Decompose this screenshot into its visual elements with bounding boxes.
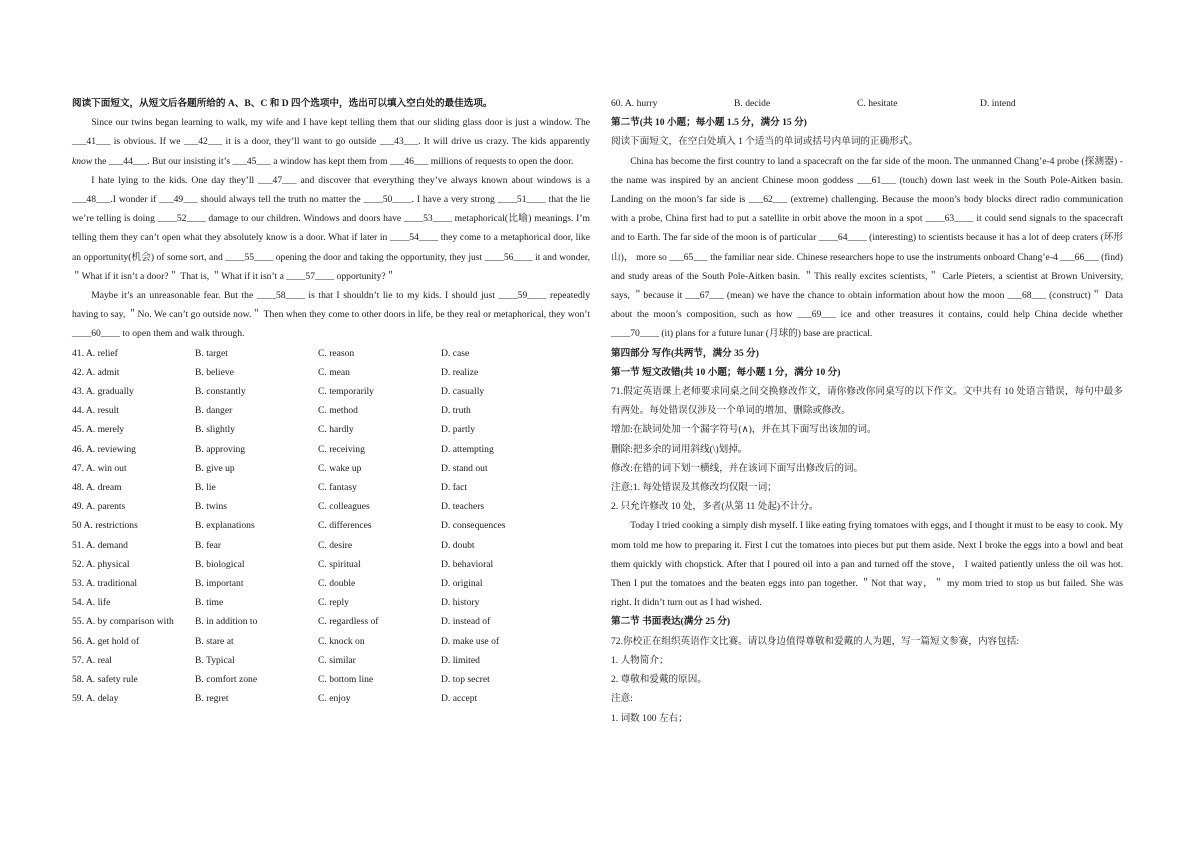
error-correction-essay: Today I tried cooking a simply dish myself. I like eating frying tomatoes with eggs, and I thought it must to be easy to cook. My mom told me how to preparing it. First I cut the tomatoes into pieces but put them aside. Next I broke the eggs into a bowl and beat them quickly with chopstick. After that I poured oil into a pan and turned off the stove， I waited patiently unless the oil was hot. Then I put the tomatoes and the beaten eggs into pan together. ＂Not that way，＂ my mom tried to stop us but failed. She was right. It didn’t turn out as I had wished. (611, 520, 1123, 609)
option-choice: C. reason (318, 347, 355, 359)
option-choice: 46. A. reviewing (72, 443, 136, 455)
option-choice: D. history (441, 597, 480, 609)
option-choice: C. mean (318, 366, 350, 378)
option-row (72, 516, 590, 535)
option-choice: D. instead of (441, 616, 491, 628)
grammar-fill-passage: China has become the first country to land a spacecraft on the far side of the moon. The unmanned Chang’e-4 probe (探测器) - the name was inspired by an ancient Chinese moon goddess ___61___ (touch) down last week in the South Pole-Aitken basin. Landing on the moon’s far side is ___62___ (extreme) challenging. Because the moon’s body blocks direct radio communication with a probe, China first had to put a satellite in orbit above the moon in a spot ____63____ it could send signals to the spacecraft and to Earth. The far side of the moon is of particular ____64____ (interesting) to scientists because it has a lot of deep craters (环形山)， more so ___65___ the familiar near side. Chinese researchers hope to use the instruments onboard Chang’e-4 ___66___ (find) and study areas of the South Pole-Aitken basin. ＂This really excites scientists,＂ Carle Pieters, a scientist at Brown University, says, ＂because it ___67___ (mean) we have the chance to obtain information about how the moon ___68___ (construct)＂ Data about the moon’s composition, such as how ___69___ ice and other treasures it contains, could help China decide whether ____70____ (it) plans for a future lunar (月球的) base are practical. (611, 155, 1123, 340)
option-choice: 55. A. by comparison with (72, 616, 174, 628)
option-choice: B. Typical (195, 654, 235, 666)
option-row (72, 555, 590, 574)
option-choice: D. limited (441, 654, 480, 666)
note-label: 注意: (611, 693, 633, 705)
option-choice: B. stare at (195, 635, 234, 647)
option-choice: 59. A. delay (72, 693, 119, 705)
option-choice: C. method (318, 405, 358, 417)
option-choice: B. regret (195, 693, 229, 705)
content-item-2: 2. 尊敬和爱戴的原因。 (611, 674, 707, 686)
option-row (72, 459, 590, 478)
option-choice: C. receiving (318, 443, 365, 455)
option-choice: D. casually (441, 386, 485, 398)
option-choice: C. bottom line (318, 674, 374, 686)
option-choice: C. spiritual (318, 558, 361, 570)
option-choice: D. realize (441, 366, 479, 378)
option-choice: B. twins (195, 501, 227, 513)
option-choice: 45. A. merely (72, 424, 125, 436)
delete-rule: 删除:把多余的词用斜线(\)划掉。 (611, 443, 748, 455)
part-4-section-2-title: 第二节 书面表达(满分 25 分) (611, 616, 731, 628)
option-choice: 44. A. result (72, 405, 119, 417)
option-choice: D. doubt (441, 539, 475, 551)
option-choice: 54. A. life (72, 597, 111, 609)
q72-instruction: 72.你校正在组织英语作文比赛。请以身边值得尊敬和爱戴的人为题，写一篇短文参赛，内容包括: (611, 635, 1020, 647)
option-choice: C. reply (318, 597, 349, 609)
option-choice: C. fantasy (318, 482, 357, 494)
option-row (72, 593, 590, 612)
option-choice: 56. A. get hold of (72, 635, 140, 647)
word-count-requirement: 1. 词数 100 左右； (611, 712, 688, 724)
option-choice: C. enjoy (318, 693, 351, 705)
option-choice: D. stand out (441, 462, 488, 474)
option-choice: B. fear (195, 539, 222, 551)
option-choice: 47. A. win out (72, 462, 127, 474)
option-row (72, 632, 590, 651)
option-choice: B. comfort zone (195, 674, 258, 686)
option-row (72, 440, 590, 459)
option-choice: D. make use of (441, 635, 500, 647)
cloze-paragraph-2: I hate lying to the kids. One day they’ll ___47___ and discover that everything they’ve always known about windows is a ___48___.I wonder if ___49___ should always tell the truth no matter the ____50____. I have a very strong ____51____ that the lie we’re telling is doing ____52____ damage to our children. Windows and doors have ____53____ metaphorical(比喻) meanings. I’m telling them they can’t open what they absolutely know is a door. What if later in ____54____ they come to a metaphorical door, like an opportunity(机会) of some sort, and ____55____ opening the door and taking the opportunity, they just ____56____ it and wonder, ＂What if it isn’t a door?＂ That is, ＂What if it isn’t a ____57____ opportunity?＂ (72, 174, 590, 282)
option-row (72, 651, 590, 670)
option-choice: D. partly (441, 424, 476, 436)
option-row (72, 478, 590, 497)
option-choice: C. regardless of (318, 616, 379, 628)
option-choice: B. lie (195, 482, 216, 494)
part-4-section-1-title: 第一节 短文改错(共 10 小题；每小题 1 分，满分 10 分) (611, 366, 841, 378)
option-choice: 53. A. traditional (72, 578, 138, 590)
note-2: 2. 只允许修改 10 处，多者(从第 11 处起)不计分。 (611, 501, 819, 513)
option-choice: B. in addition to (195, 616, 258, 628)
option-choice: 49. A. parents (72, 501, 126, 513)
add-rule: 增加:在缺词处加一个漏字符号(∧)，并在其下面写出该加的词。 (611, 424, 877, 436)
option-row (72, 420, 590, 439)
option-choice: 50 A. restrictions (72, 520, 138, 532)
option-choice: B. explanations (195, 520, 255, 532)
option-choice: D. behavioral (441, 558, 494, 570)
section-2-instruction: 阅读下面短文，在空白处填入 1 个适当的单词或括号内单词的正确形式。 (611, 136, 918, 148)
cloze-paragraph-3: Maybe it’s an unreasonable fear. But the ____58____ is that I shouldn’t lie to my kids. I should just ____59____ repeatedly having to say, ＂No. We can’t go outside now.＂ Then when they come to other doors in life, be they real or metaphorical, they won’t ____60____ to open them and walk through. (72, 290, 590, 340)
option-choice: 41. A. relief (72, 347, 118, 359)
modify-rule: 修改:在错的词下划一横线，并在该词下面写出修改后的词。 (611, 462, 864, 474)
option-choice: B. danger (195, 405, 233, 417)
option-choice: C. wake up (318, 462, 362, 474)
option-choice: C. double (318, 578, 356, 590)
option-choice: D. truth (441, 405, 471, 417)
q71-instruction: 71.假定英语课上老师要求同桌之间交换修改作文，请你修改你同桌写的以下作文。文中共有 10 处语言错误，每句中最多有两处。每处错误仅涉及一个单词的增加、删除或修改。 (611, 386, 1123, 417)
option-choice: 48. A. dream (72, 482, 122, 494)
cloze-instruction: 阅读下面短文，从短文后各题所给的 A、B、C 和 D 四个选项中，选出可以填入空白处的最佳选项。 (72, 98, 493, 109)
option-row-60: 60. A. hurry B. decide C. hesitate D. intend (611, 98, 1016, 109)
option-choice: B. biological (195, 558, 245, 570)
option-choice: B. time (195, 597, 224, 609)
option-choice: B. approving (195, 443, 246, 455)
option-choice: 58. A. safety rule (72, 674, 138, 686)
left-column (72, 94, 590, 709)
option-choice: D. fact (441, 482, 468, 494)
option-choice: D. top secret (441, 674, 490, 686)
option-choice: B. target (195, 347, 228, 359)
option-choice: 42. A. admit (72, 366, 120, 378)
option-row (72, 689, 590, 708)
option-choice: D. consequences (441, 520, 506, 532)
option-choice: B. constantly (195, 386, 246, 398)
option-choice: C. temporarily (318, 386, 374, 398)
section-2-title: 第二节(共 10 小题；每小题 1.5 分，满分 15 分) (611, 117, 807, 129)
option-row (72, 574, 590, 593)
option-row (72, 670, 590, 689)
option-choice: C. similar (318, 654, 356, 666)
part-4-title: 第四部分 写作(共两节，满分 35 分) (611, 347, 759, 359)
option-choice: B. important (195, 578, 244, 590)
option-choice: B. give up (195, 462, 235, 474)
option-choice: C. hardly (318, 424, 354, 436)
option-row (72, 536, 590, 555)
option-choice: 52. A. physical (72, 558, 130, 570)
options-list (72, 344, 590, 709)
option-choice: C. desire (318, 539, 353, 551)
option-choice: 43. A. gradually (72, 386, 134, 398)
option-choice: D. accept (441, 693, 478, 705)
option-choice: 51. A. demand (72, 539, 128, 551)
option-row (72, 612, 590, 631)
option-row (72, 363, 590, 382)
option-row (72, 344, 590, 363)
option-choice: D. case (441, 347, 470, 359)
option-choice: B. believe (195, 366, 234, 378)
option-row (72, 497, 590, 516)
option-choice: B. slightly (195, 424, 235, 436)
option-choice: 57. A. real (72, 654, 112, 666)
right-column (611, 94, 1123, 728)
option-choice: D. original (441, 578, 483, 590)
option-row (72, 401, 590, 420)
option-choice: C. differences (318, 520, 372, 532)
content-item-1: 1. 人物简介； (611, 654, 669, 666)
cloze-paragraph-1: Since our twins began learning to walk, my wife and I have kept telling them that our sliding glass door is just a window. The ___41___ is obvious. If we ___42___ it is a door, they’ll want to go outside ___43___. It will drive us crazy. The kids apparently know the ___44___. But our insisting it’s ___45___ a window has kept them from ___46___ millions of requests to open the door. (72, 117, 590, 167)
option-choice: C. colleagues (318, 501, 370, 513)
option-choice: D. teachers (441, 501, 485, 513)
option-choice: D. attempting (441, 443, 494, 455)
note-1: 注意:1. 每处错误及其修改均仅限一词； (611, 482, 777, 494)
option-choice: C. knock on (318, 635, 365, 647)
option-row (72, 382, 590, 401)
